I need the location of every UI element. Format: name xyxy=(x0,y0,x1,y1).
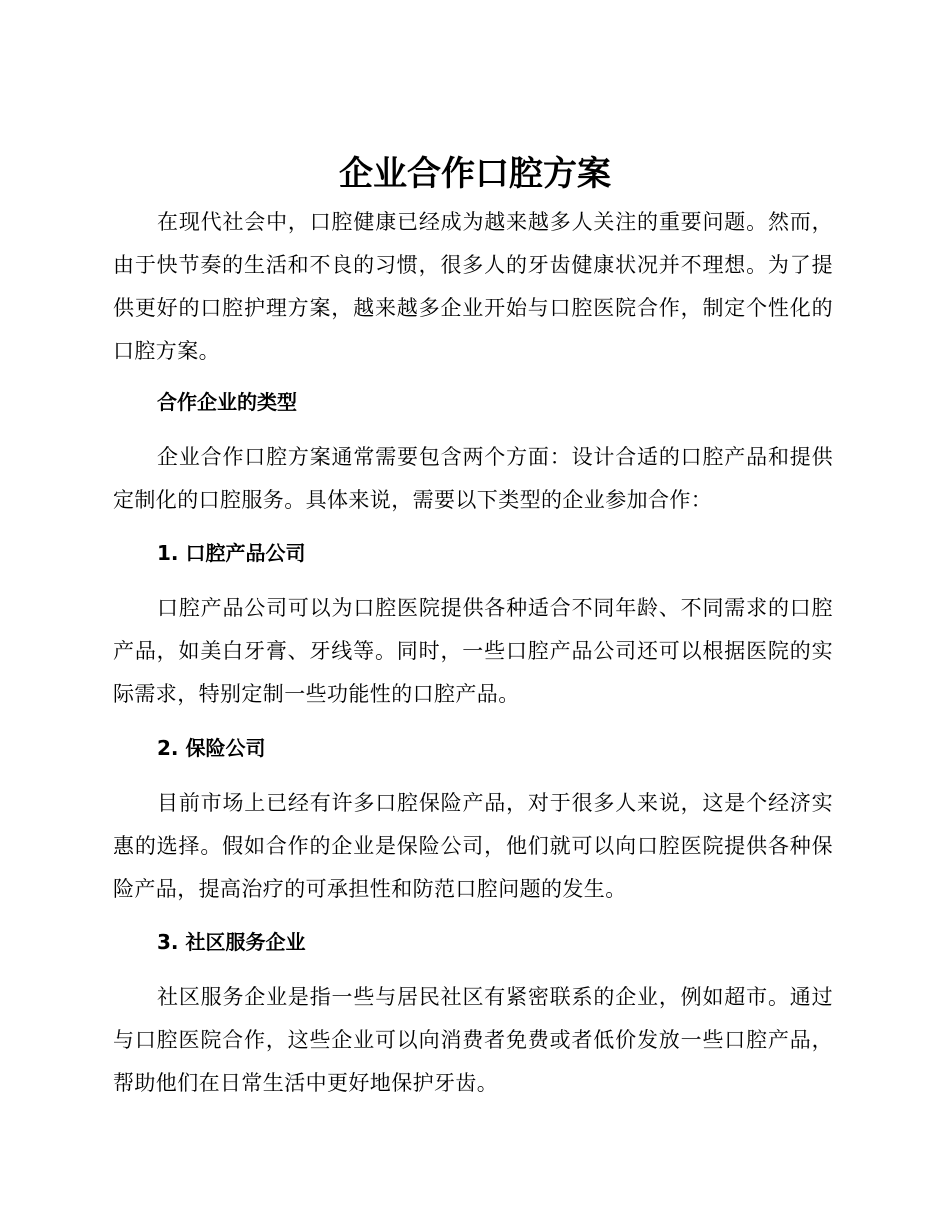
section-intro-paragraph: 企业合作口腔方案通常需要包含两个方面：设计合适的口腔产品和提供定制化的口腔服务。具体来说，需要以下类型的企业参加合作： xyxy=(113,445,833,512)
section-heading: 合作企业的类型 xyxy=(157,390,297,414)
item-heading-community-service: 3. 社区服务企业 xyxy=(157,930,306,954)
item-heading-insurance-company: 2. 保险公司 xyxy=(157,736,266,760)
item-paragraph-community-service: 社区服务企业是指一些与居民社区有紧密联系的企业，例如超市。通过与口腔医院合作，这些企业可以向消费者免费或者低价发放一些口腔产品，帮助他们在日常生活中更好地保护牙齿。 xyxy=(113,985,833,1095)
item-paragraph-product-company: 口腔产品公司可以为口腔医院提供各种适合不同年龄、不同需求的口腔产品，如美白牙膏、牙线等。同时，一些口腔产品公司还可以根据医院的实际需求，特别定制一些功能性的口腔产品。 xyxy=(113,596,833,706)
document-title: 企业合作口腔方案 xyxy=(339,154,611,194)
intro-paragraph: 在现代社会中，口腔健康已经成为越来越多人关注的重要问题。然而，由于快节奏的生活和不良的习惯，很多人的牙齿健康状况并不理想。为了提供更好的口腔护理方案，越来越多企业开始与口腔医院合作，制定个性化的口腔方案。 xyxy=(113,210,833,363)
item-heading-product-company: 1. 口腔产品公司 xyxy=(157,541,306,565)
item-paragraph-insurance-company: 目前市场上已经有许多口腔保险产品，对于很多人来说，这是个经济实惠的选择。假如合作的企业是保险公司，他们就可以向口腔医院提供各种保险产品，提高治疗的可承担性和防范口腔问题的发生。 xyxy=(113,791,833,901)
